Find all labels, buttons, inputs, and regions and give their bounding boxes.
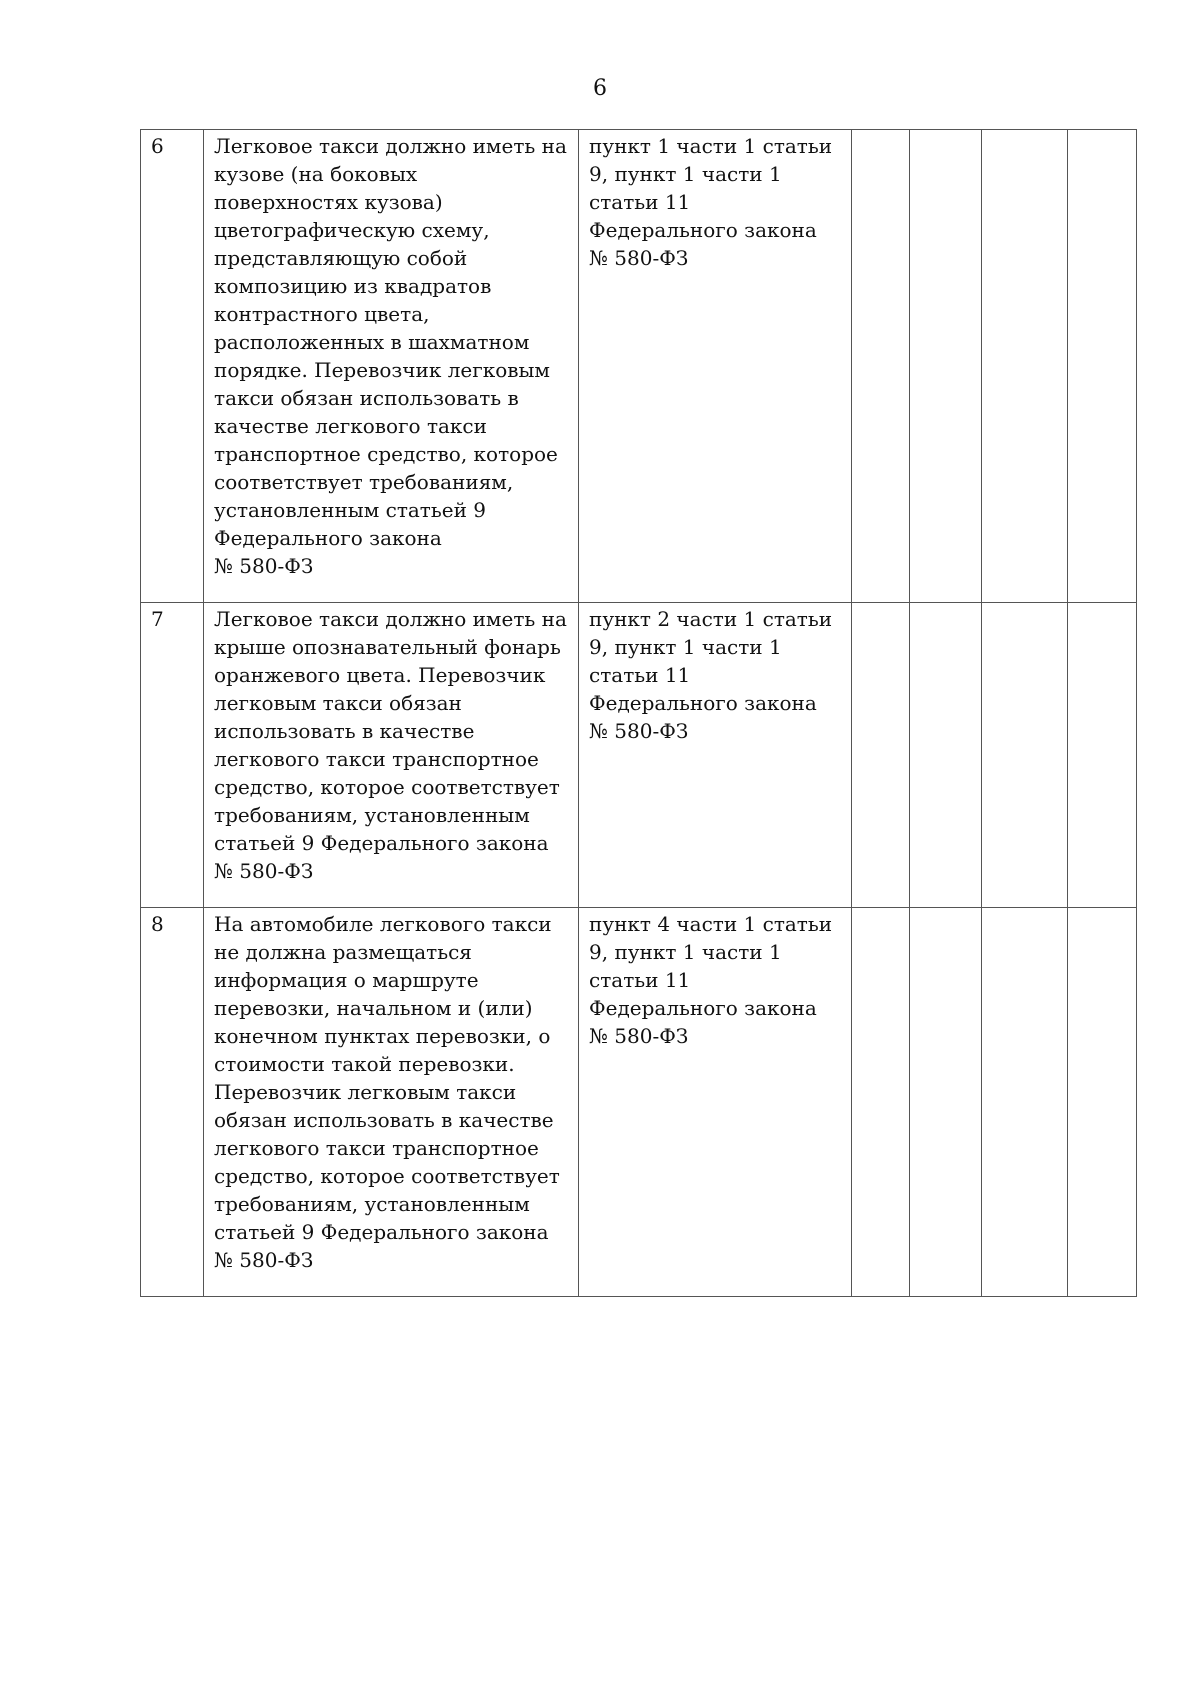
empty-cell xyxy=(910,908,982,1297)
requirement-line: композицию из квадратов xyxy=(214,274,492,298)
requirement-line: соответствует требованиям, xyxy=(214,470,514,494)
row-number: 7 xyxy=(141,603,204,908)
empty-cell xyxy=(1068,130,1137,603)
requirement-line: транспортное средство, которое xyxy=(214,442,558,466)
table-row xyxy=(141,130,1137,603)
requirements-table xyxy=(140,129,1137,1297)
requirement-line: средство, которое соответствует xyxy=(214,1164,560,1188)
empty-cell xyxy=(852,908,910,1297)
reference-line: пункт 1 части 1 статьи xyxy=(589,134,833,158)
empty-cell xyxy=(982,908,1068,1297)
requirement-line: статьей 9 Федерального закона xyxy=(214,831,549,855)
empty-cell xyxy=(982,603,1068,908)
requirement-line: обязан использовать в качестве xyxy=(214,1108,554,1132)
requirement-line: оранжевого цвета. Перевозчик xyxy=(214,663,546,687)
reference-line: 9, пункт 1 части 1 xyxy=(589,162,782,186)
empty-cell xyxy=(982,130,1068,603)
requirement-line: контрастного цвета, xyxy=(214,302,430,326)
reference-line: 9, пункт 1 части 1 xyxy=(589,940,782,964)
requirement-line: стоимости такой перевозки. xyxy=(214,1052,515,1076)
requirement-line: кузове (на боковых xyxy=(214,162,418,186)
row-number: 8 xyxy=(141,908,204,1297)
requirement-line: легковым такси обязан xyxy=(214,691,462,715)
requirement-line: перевозки, начальном и (или) xyxy=(214,996,533,1020)
requirement-cell xyxy=(204,908,579,1297)
reference-line: статьи 11 xyxy=(589,968,691,992)
requirement-line: На автомобиле легкового такси xyxy=(214,912,552,936)
reference-line: статьи 11 xyxy=(589,190,691,214)
reference-line: № 580-ФЗ xyxy=(589,719,689,743)
table-row xyxy=(141,603,1137,908)
requirement-line: № 580-ФЗ xyxy=(214,554,314,578)
requirement-line: такси обязан использовать в xyxy=(214,386,519,410)
reference-line: № 580-ФЗ xyxy=(589,1024,689,1048)
reference-cell xyxy=(579,908,852,1297)
requirement-line: использовать в качестве xyxy=(214,719,475,743)
requirement-line: Перевозчик легковым такси xyxy=(214,1080,517,1104)
requirement-cell xyxy=(204,130,579,603)
requirement-line: Легковое такси должно иметь на xyxy=(214,134,567,158)
requirement-line: крыше опознавательный фонарь xyxy=(214,635,561,659)
reference-line: Федерального закона xyxy=(589,218,817,242)
reference-line: Федерального закона xyxy=(589,996,817,1020)
requirement-line: установленным статьей 9 xyxy=(214,498,487,522)
requirement-line: не должна размещаться xyxy=(214,940,472,964)
empty-cell xyxy=(1068,603,1137,908)
requirement-line: информация о маршруте xyxy=(214,968,479,992)
reference-line: Федерального закона xyxy=(589,691,817,715)
reference-line: № 580-ФЗ xyxy=(589,246,689,270)
reference-line: 9, пункт 1 части 1 xyxy=(589,635,782,659)
requirement-line: расположенных в шахматном xyxy=(214,330,530,354)
requirement-line: представляющую собой xyxy=(214,246,468,270)
requirement-line: Федерального закона xyxy=(214,526,442,550)
requirement-line: цветографическую схему, xyxy=(214,218,490,242)
reference-line: пункт 4 части 1 статьи xyxy=(589,912,833,936)
requirement-line: № 580-ФЗ xyxy=(214,1248,314,1272)
row-number: 6 xyxy=(141,130,204,603)
empty-cell xyxy=(852,130,910,603)
requirement-line: Легковое такси должно иметь на xyxy=(214,607,567,631)
reference-cell xyxy=(579,603,852,908)
requirement-cell xyxy=(204,603,579,908)
requirement-line: порядке. Перевозчик легковым xyxy=(214,358,550,382)
table-row xyxy=(141,908,1137,1297)
reference-line: пункт 2 части 1 статьи xyxy=(589,607,833,631)
page-number: 6 xyxy=(593,76,607,101)
requirement-line: легкового такси транспортное xyxy=(214,1136,539,1160)
requirement-line: № 580-ФЗ xyxy=(214,859,314,883)
requirement-line: конечном пунктах перевозки, о xyxy=(214,1024,551,1048)
requirement-line: средство, которое соответствует xyxy=(214,775,560,799)
empty-cell xyxy=(910,603,982,908)
empty-cell xyxy=(1068,908,1137,1297)
requirement-line: требованиям, установленным xyxy=(214,803,530,827)
empty-cell xyxy=(852,603,910,908)
reference-line: статьи 11 xyxy=(589,663,691,687)
reference-cell xyxy=(579,130,852,603)
requirement-line: легкового такси транспортное xyxy=(214,747,539,771)
empty-cell xyxy=(910,130,982,603)
requirement-line: качестве легкового такси xyxy=(214,414,487,438)
requirement-line: требованиям, установленным xyxy=(214,1192,530,1216)
requirement-line: поверхностях кузова) xyxy=(214,190,443,214)
requirement-line: статьей 9 Федерального закона xyxy=(214,1220,549,1244)
